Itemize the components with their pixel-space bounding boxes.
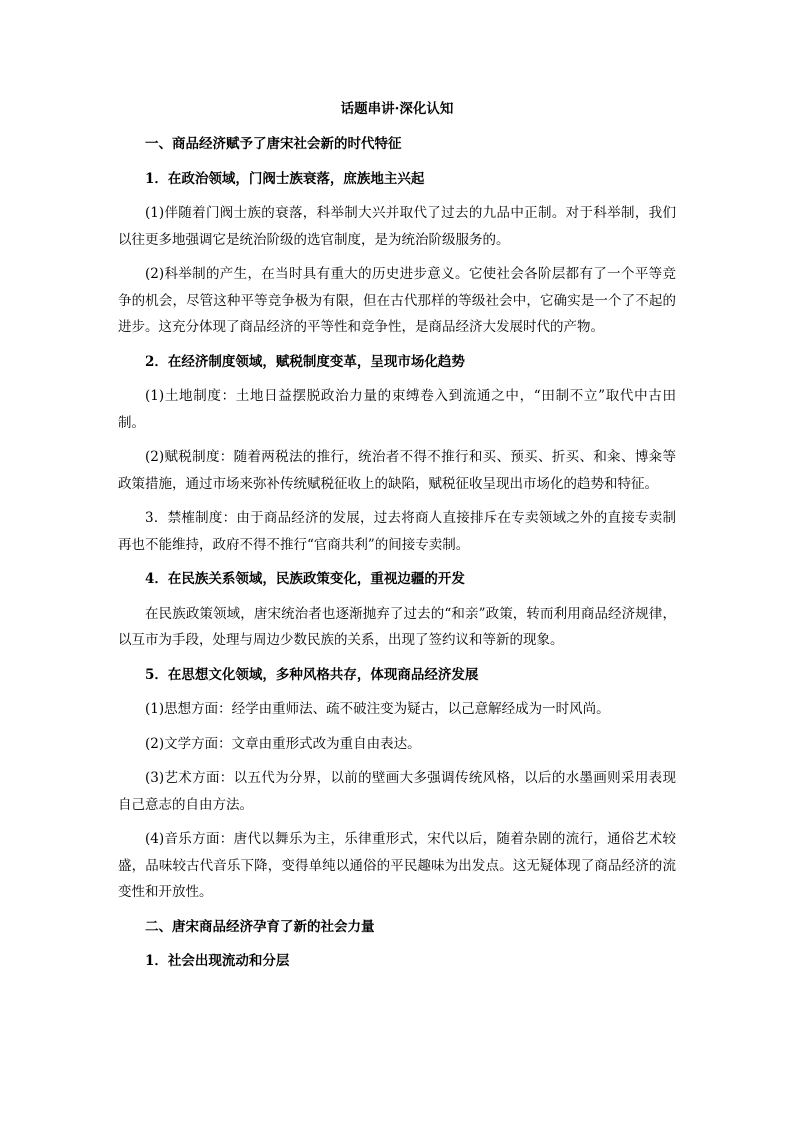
body-paragraph: (1)土地制度：土地日益摆脱政治力量的束缚卷入到流通之中，“田制不立”取代中古田制。 bbox=[118, 388, 676, 431]
subsection-heading: 1．在政治领域，门阀士族衰落，庶族地主兴起 bbox=[145, 170, 425, 187]
body-paragraph: (2)赋税制度：随着两税法的推行，统治者不得不推行和买、预买、折买、和籴、博籴等政策措施，通过市场来弥补传统赋税征收上的缺陷，赋税征收呈现出市场化的趋势和特征。 bbox=[118, 449, 676, 492]
subsection-heading: 1．社会出现流动和分层 bbox=[145, 953, 290, 969]
body-paragraph: 在民族政策领域，唐宋统治者也逐渐抛弃了过去的“和亲”政策，转而利用商品经济规律，以互市为手段，处理与周边少数民族的关系，出现了签约议和等新的现象。 bbox=[118, 605, 676, 648]
body-paragraph: (1)伴随着门阀士族的衰落，科举制大兴并取代了过去的九品中正制。对于科举制，我们以往更多地强调它是统治阶级的选官制度，是为统治阶级服务的。 bbox=[118, 205, 676, 248]
body-paragraph: (2)文学方面：文章由重形式改为重自由表达。 bbox=[145, 735, 421, 752]
body-paragraph: (4)音乐方面：唐代以舞乐为主，乐律重形式，宋代以后，随着杂剧的流行，通俗艺术较盛，品味较古代音乐下降，变得单纯以通俗的平民趣味为出发点。这无疑体现了商品经济的流变性和开放性。 bbox=[118, 831, 676, 900]
body-paragraph: (1)思想方面：经学由重师法、疏不破注变为疑古，以己意解经成为一时风尚。 bbox=[145, 701, 610, 717]
document-body bbox=[118, 131, 676, 983]
section-heading: 一、商品经济赋予了唐宋社会新的时代特征 bbox=[145, 136, 402, 152]
subsection-heading: 2．在经济制度领域，赋税制度变革，呈现市场化趋势 bbox=[145, 353, 465, 370]
subsection-heading: 4．在民族关系领域，民族政策变化，重视边疆的开发 bbox=[145, 571, 465, 587]
body-paragraph: 3．禁榷制度：由于商品经济的发展，过去将商人直接排斥在专卖领域之外的直接专卖制再也不能维持，政府不得不推行“官商共利”的间接专卖制。 bbox=[118, 510, 676, 553]
subsection-heading: 5．在思想文化领域，多种风格共存，体现商品经济发展 bbox=[145, 666, 479, 683]
body-paragraph: (2)科举制的产生，在当时具有重大的历史进步意义。它使社会各阶层都有了一个平等竞争的机会，尽管这种平等竞争极为有限，但在古代那样的等级社会中，它确实是一个了不起的进步。这充分体现了商品经济的平等性和竞争性，是商品经济大发展时代的产物。 bbox=[118, 266, 676, 335]
section-heading: 二、唐宋商品经济孕育了新的社会力量 bbox=[145, 918, 375, 935]
document-title: 话题串讲·深化认知 bbox=[340, 101, 454, 117]
body-paragraph: (3)艺术方面：以五代为分界，以前的壁画大多强调传统风格，以后的水墨画则采用表现自己意志的自由方法。 bbox=[118, 770, 676, 813]
